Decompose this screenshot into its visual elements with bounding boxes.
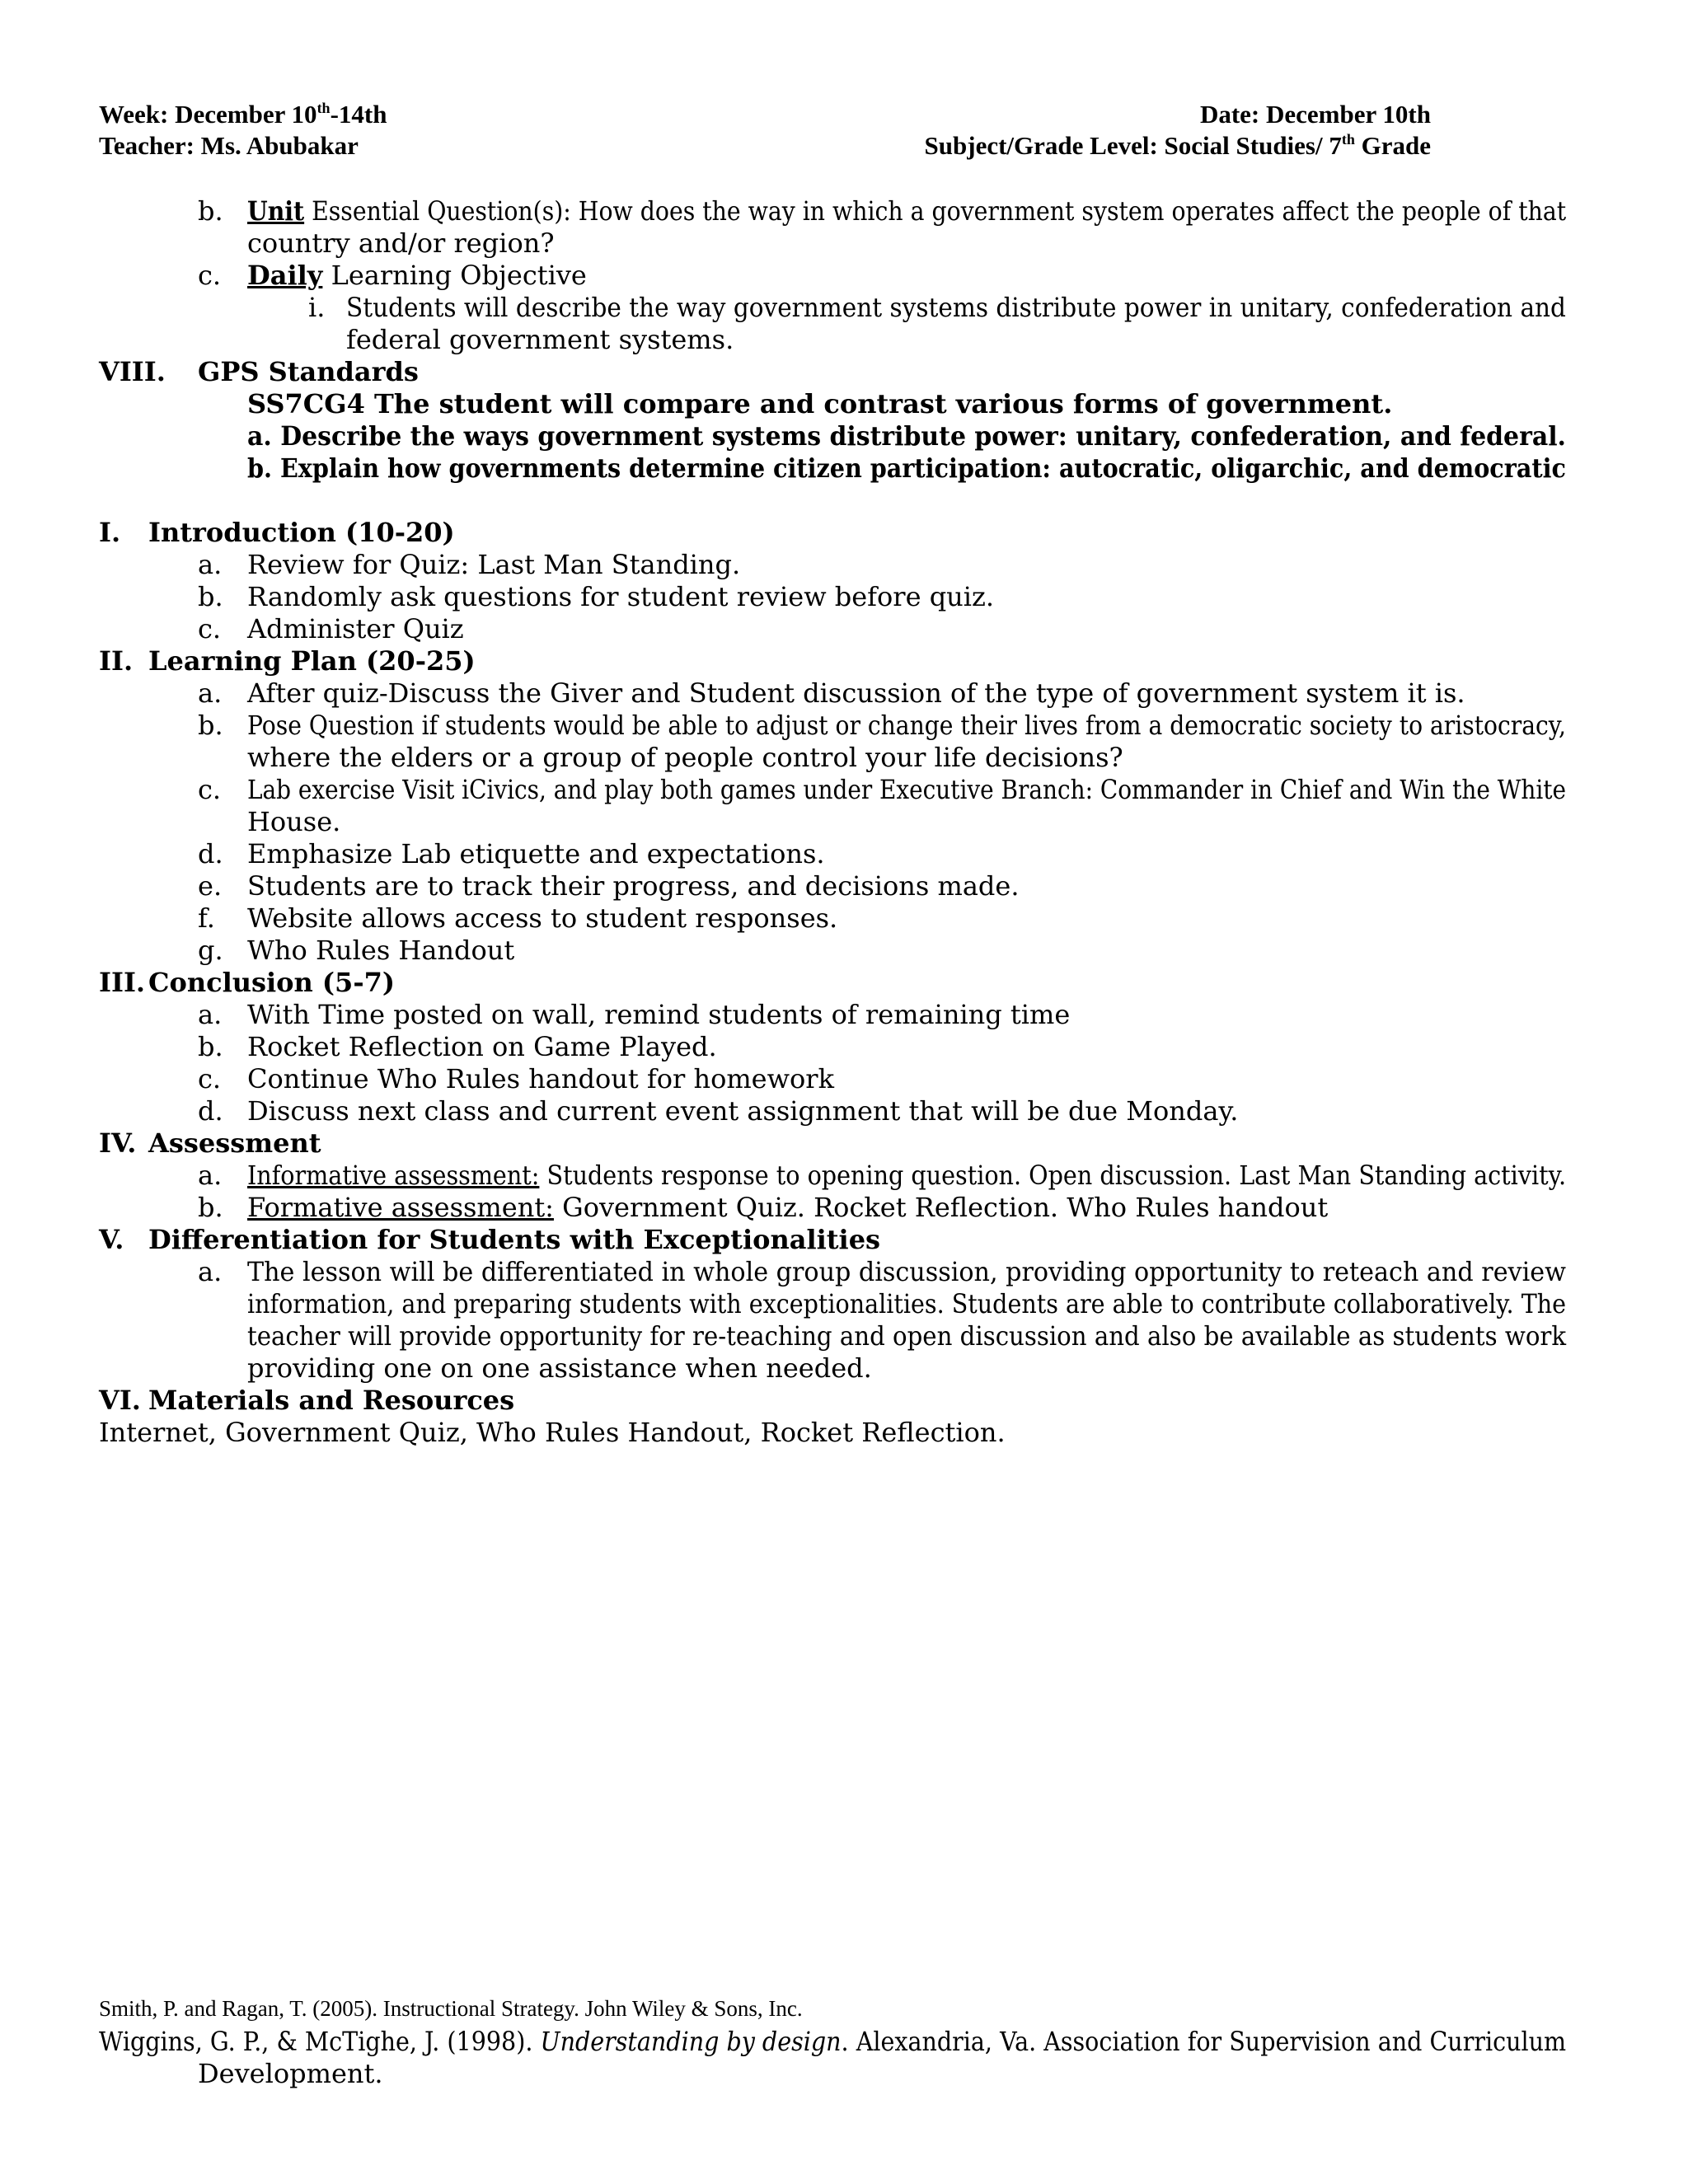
reference-title: Understanding by design (540, 2026, 842, 2057)
list-marker: d. (198, 1095, 223, 1127)
list-marker: b. (198, 1192, 223, 1223)
standard-line: b. Explain how governments determine citizen participation: autocratic, oligarchic, and democratic (247, 452, 1566, 484)
reference-smith: Smith, P. and Ragan, T. (2005). Instructional Strategy. John Wiley & Sons, Inc. (99, 1996, 803, 2021)
section-heading: GPS Standards (198, 356, 419, 387)
daily-objective-text: Learning Objective (322, 260, 587, 291)
list-item: Website allows access to student responses. (247, 902, 838, 934)
week-suffix: -14th (330, 100, 387, 129)
list-item: Who Rules Handout (247, 935, 515, 966)
list-marker: d. (198, 838, 223, 869)
list-marker: a. (198, 1256, 223, 1287)
list-item: Review for Quiz: Last Man Standing. (247, 549, 741, 580)
list-marker: g. (198, 935, 223, 966)
list-item: Lab exercise Visit iCivics, and play both games under Executive Branch: Commander in Chief and Win the White (247, 774, 1567, 805)
differentiation-line: providing one on one assistance when needed. (247, 1352, 872, 1384)
unit-question-text: Essential Question(s): How does the way in which a government system operates affect the people of that (304, 195, 1567, 227)
section-numeral: V. (99, 1224, 124, 1255)
section-heading: Conclusion (5-7) (148, 967, 395, 998)
list-item: Students are to track their progress, and decisions made. (247, 870, 1020, 902)
unit-question-cont: country and/or region? (247, 227, 555, 259)
list-item: Continue Who Rules handout for homework (247, 1063, 834, 1094)
item-marker: i. (308, 292, 326, 323)
materials-text: Internet, Government Quiz, Who Rules Handout, Rocket Reflection. (99, 1417, 1006, 1448)
subject-label: Subject/Grade Level: Social Studies/ 7 (924, 131, 1342, 160)
reference-wiggins-cont: Development. (198, 2058, 383, 2089)
list-marker: b. (198, 1031, 223, 1062)
standard-line: SS7CG4 The student will compare and contrast various forms of government. (247, 388, 1393, 419)
list-item: Emphasize Lab etiquette and expectations. (247, 838, 825, 869)
section-numeral: II. (99, 645, 134, 677)
date-line: Date: December 10th (1199, 100, 1431, 129)
section-heading: Introduction (10-20) (148, 517, 455, 548)
list-item: Discuss next class and current event assignment that will be due Monday. (247, 1095, 1239, 1127)
subject-suffix: Grade (1354, 131, 1431, 160)
section-heading: Differentiation for Students with Exceptionalities (148, 1224, 881, 1255)
list-marker: b. (198, 710, 223, 741)
unit-label: Unit (247, 195, 305, 227)
section-numeral: I. (99, 517, 121, 548)
section-heading: Assessment (148, 1127, 321, 1159)
list-item-cont: House. (247, 806, 341, 837)
list-item-cont: where the elders or a group of people control your life decisions? (247, 742, 1123, 773)
item-marker: b. (198, 195, 223, 227)
teacher-line: Teacher: Ms. Abubakar (99, 131, 359, 160)
list-marker: c. (198, 1063, 222, 1094)
daily-label: Daily (247, 260, 323, 291)
list-marker: a. (198, 549, 223, 580)
item-marker: c. (198, 260, 222, 291)
differentiation-line: The lesson will be differentiated in whole group discussion, providing opportunity to reteach and review (247, 1256, 1566, 1287)
objective-text: Students will describe the way government systems distribute power in unitary, confederation and (346, 292, 1566, 323)
list-item: After quiz-Discuss the Giver and Student discussion of the type of government system it is. (247, 677, 1465, 709)
informative-assessment (247, 1160, 1566, 1192)
section-numeral: IV. (99, 1127, 137, 1159)
reference-authors: Wiggins, G. P., & McTighe, J. (1998). (99, 2026, 541, 2057)
list-marker: f. (198, 902, 215, 934)
daily-objective (247, 260, 587, 292)
section-heading: Materials and Resources (148, 1385, 515, 1416)
informative-text: Students response to opening question. Open discussion. Last Man Standing activity. (539, 1160, 1567, 1191)
list-item: Randomly ask questions for student review before quiz. (247, 581, 995, 612)
list-item: With Time posted on wall, remind students of remaining time (247, 999, 1071, 1030)
formative-text: Government Quiz. Rocket Reflection. Who Rules handout (553, 1192, 1329, 1223)
week-superscript: th (316, 100, 331, 116)
reference-publisher: . Alexandria, Va. Association for Supervision and Curriculum (841, 2026, 1567, 2057)
subject-line (925, 130, 1431, 162)
list-marker: c. (198, 613, 222, 644)
reference-wiggins (99, 2026, 1566, 2058)
list-marker: b. (198, 581, 223, 612)
list-item: Pose Question if students would be able to adjust or change their lives from a democratic society to aristocracy, (247, 710, 1566, 741)
formative-assessment (247, 1192, 1328, 1224)
list-item: Rocket Reflection on Game Played. (247, 1031, 717, 1062)
list-marker: a. (198, 677, 223, 709)
standard-line: a. Describe the ways government systems distribute power: unitary, confederation, and federal. (247, 420, 1566, 452)
differentiation-line: information, and preparing students with exceptionalities. Students are able to contribute collaboratively. The (247, 1288, 1567, 1319)
week-label: Week: December 10 (99, 100, 317, 129)
differentiation-line: teacher will provide opportunity for re-teaching and open discussion and also be available as students work (247, 1320, 1567, 1352)
list-item: Administer Quiz (247, 613, 464, 644)
list-marker: a. (198, 999, 223, 1030)
section-numeral: VIII. (99, 356, 166, 387)
list-marker: c. (198, 774, 222, 805)
section-numeral: III. (99, 967, 146, 998)
unit-question (247, 195, 1566, 227)
list-marker: e. (198, 870, 223, 902)
section-numeral: VI. (99, 1385, 141, 1416)
subject-superscript: th (1341, 131, 1355, 148)
section-heading: Learning Plan (20-25) (148, 645, 476, 677)
list-marker: a. (198, 1160, 223, 1191)
objective-text-cont: federal government systems. (346, 324, 734, 355)
informative-label: Informative assessment: (247, 1160, 540, 1191)
week-line (99, 99, 387, 130)
formative-label: Formative assessment: (247, 1192, 554, 1223)
